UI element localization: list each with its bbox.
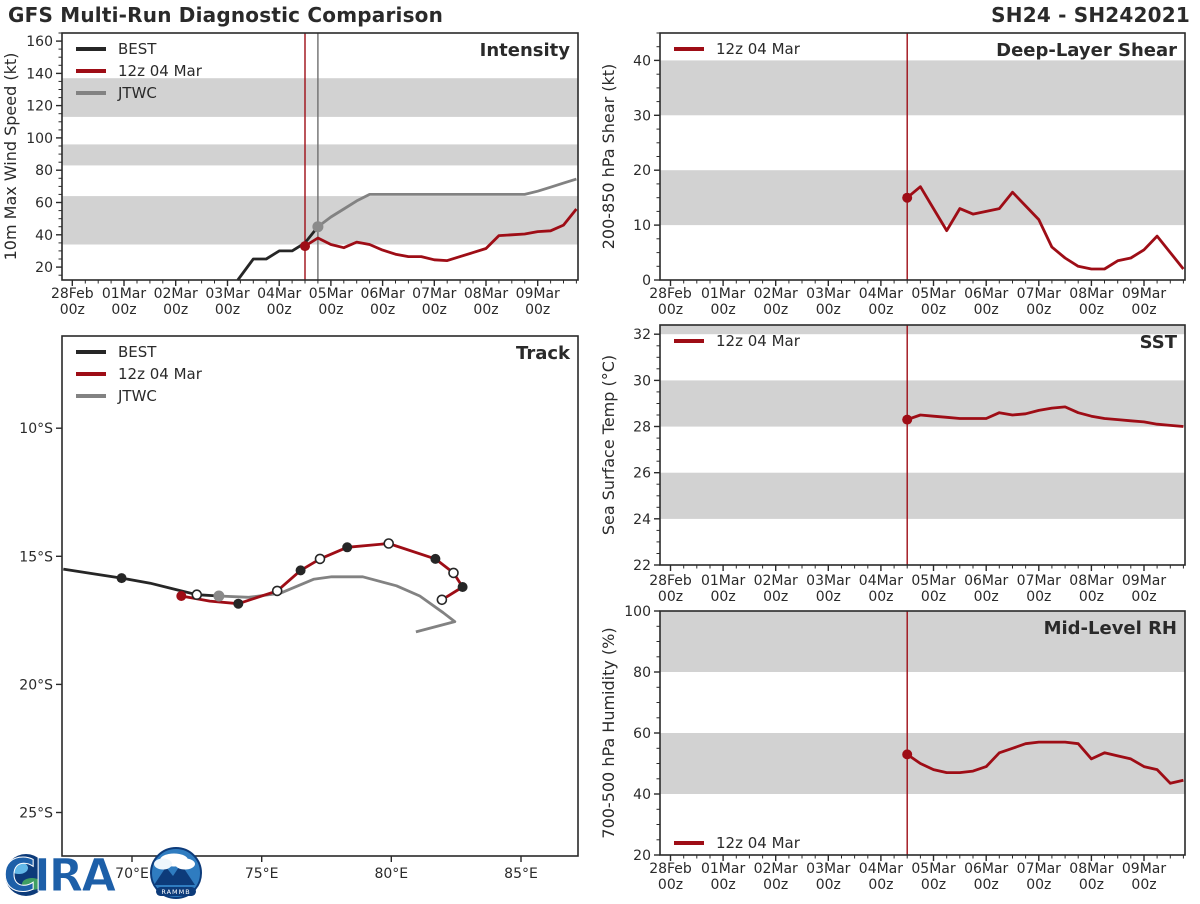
x-tick-label: 00z xyxy=(1131,302,1157,318)
x-tick-label: 08Mar xyxy=(1069,573,1114,589)
y-tick-label: 100 xyxy=(26,130,53,147)
x-tick-label: 28Feb xyxy=(50,286,94,302)
x-tick-label: 28Feb xyxy=(649,861,692,877)
intensity-chart xyxy=(0,0,600,330)
intensity-x-axis xyxy=(51,280,576,318)
rh-y-axis xyxy=(624,604,660,864)
track-legend xyxy=(76,343,203,405)
x-tick-label: 04Mar xyxy=(858,286,904,302)
y-tick-label: 80 xyxy=(35,163,53,180)
legend-label: BEST xyxy=(118,40,157,58)
x-tick-label: 00z xyxy=(920,302,947,318)
y-tick-label: 30 xyxy=(633,108,651,125)
x-tick-label: 00z xyxy=(473,302,499,318)
x-tick-label: 00z xyxy=(657,589,684,605)
x-tick-label: 01Mar xyxy=(101,286,147,302)
track-marker-filled xyxy=(430,554,440,564)
track-marker-open xyxy=(384,539,393,548)
x-tick-label: 00z xyxy=(763,302,789,318)
x-tick-label: 00z xyxy=(214,302,241,318)
y-tick-label: 40 xyxy=(35,227,53,244)
x-tick-label: 00z xyxy=(973,302,999,318)
x-tick-label: 00z xyxy=(1078,302,1104,318)
x-tick-label: 00z xyxy=(1078,589,1104,605)
legend-label: 12z 04 Mar xyxy=(118,62,202,80)
x-tick-label: 08Mar xyxy=(463,286,509,302)
x-tick-label: 04Mar xyxy=(858,573,904,589)
x-tick-label: 00z xyxy=(710,302,736,318)
y-tick-label: 10 xyxy=(633,218,651,235)
track-marker-open xyxy=(273,586,282,595)
intensity-jtwc-start-marker xyxy=(312,221,323,232)
track-series-jtwc xyxy=(219,577,455,632)
x-tick-label: 02Mar xyxy=(153,286,198,302)
cira-rammb-logo-icon xyxy=(2,844,216,900)
shear-x-axis xyxy=(649,280,1183,318)
y-tick-label: 20 xyxy=(633,163,651,180)
track-marker-filled xyxy=(233,599,243,609)
track-marker-filled xyxy=(458,582,468,592)
x-tick-label: 05Mar xyxy=(911,861,956,877)
x-tick-label: 00z xyxy=(1131,589,1157,605)
y-tick-label: 80 xyxy=(633,665,651,681)
track-plot-frame xyxy=(62,336,578,856)
y-tick-label: 60 xyxy=(35,195,53,212)
x-tick-label: 00z xyxy=(973,589,999,605)
x-tick-label: 70°E xyxy=(115,866,149,882)
legend-label: 12z 04 Mar xyxy=(118,365,202,383)
x-tick-label: 03Mar xyxy=(806,861,851,877)
intensity-shaded-band xyxy=(62,196,578,244)
y-tick-label: 40 xyxy=(633,53,651,70)
y-tick-label: 25°S xyxy=(19,805,53,822)
track-marker-filled xyxy=(342,542,352,552)
x-tick-label: 00z xyxy=(421,302,447,318)
x-tick-label: 06Mar xyxy=(360,286,405,302)
x-tick-label: 02Mar xyxy=(753,573,798,589)
y-tick-label: 60 xyxy=(633,726,651,742)
y-tick-label: 32 xyxy=(633,327,651,344)
track-marker-open xyxy=(192,590,201,599)
y-tick-label: 26 xyxy=(633,465,651,482)
y-tick-label: 100 xyxy=(624,604,651,620)
y-tick-label: 24 xyxy=(633,511,651,528)
x-tick-label: 75°E xyxy=(244,866,279,882)
x-tick-label: 02Mar xyxy=(753,861,798,877)
x-tick-label: 01Mar xyxy=(700,861,746,877)
y-tick-label: 120 xyxy=(26,98,53,115)
x-tick-label: 00z xyxy=(657,877,684,893)
x-tick-label: 05Mar xyxy=(911,573,956,589)
shear-y-axis-label: 200-850 hPa Shear (kt) xyxy=(599,63,618,250)
x-tick-label: 09Mar xyxy=(515,286,560,302)
y-tick-label: 20 xyxy=(633,848,651,864)
x-tick-label: 00z xyxy=(920,589,947,605)
sst-x-axis xyxy=(649,565,1183,605)
rh-x-axis xyxy=(649,855,1183,893)
x-tick-label: 06Mar xyxy=(964,286,1009,302)
x-tick-label: 00z xyxy=(868,589,894,605)
shear-gfs-12z04mar-start-marker xyxy=(902,193,912,203)
x-tick-label: 00z xyxy=(763,589,789,605)
sst-legend xyxy=(674,332,801,350)
track-marker-filled xyxy=(117,573,127,583)
y-tick-label: 30 xyxy=(633,373,651,390)
track-marker-open xyxy=(449,568,458,577)
x-tick-label: 01Mar xyxy=(700,286,746,302)
y-tick-label: 40 xyxy=(633,787,651,803)
x-tick-label: 05Mar xyxy=(308,286,354,302)
x-tick-label: 05Mar xyxy=(911,286,956,302)
y-tick-label: 20°S xyxy=(19,677,53,694)
x-tick-label: 00z xyxy=(59,302,85,318)
x-tick-label: 00z xyxy=(710,877,736,893)
x-tick-label: 00z xyxy=(710,589,736,605)
x-tick-label: 02Mar xyxy=(753,286,798,302)
x-tick-label: 06Mar xyxy=(964,573,1009,589)
x-tick-label: 00z xyxy=(525,302,551,318)
cloud-icon xyxy=(175,859,195,870)
x-tick-label: 03Mar xyxy=(806,573,851,589)
legend-label: JTWC xyxy=(118,84,157,102)
x-tick-label: 00z xyxy=(868,302,894,318)
x-tick-label: 00z xyxy=(1026,877,1052,893)
y-tick-label: 140 xyxy=(26,66,53,83)
legend-label: 12z 04 Mar xyxy=(716,332,800,350)
x-tick-label: 07Mar xyxy=(1016,861,1061,877)
intensity-panel-title: Intensity xyxy=(479,40,570,61)
x-tick-label: 00z xyxy=(815,302,841,318)
y-tick-label: 28 xyxy=(633,419,651,436)
y-tick-label: 20 xyxy=(35,260,53,277)
x-tick-label: 00z xyxy=(815,589,841,605)
x-tick-label: 07Mar xyxy=(1016,286,1061,302)
x-tick-label: 00z xyxy=(1026,302,1052,318)
x-tick-label: 00z xyxy=(1026,589,1052,605)
sst-plot-frame xyxy=(660,325,1185,565)
x-tick-label: 06Mar xyxy=(964,861,1009,877)
shear-panel-title: Deep-Layer Shear xyxy=(996,40,1177,61)
rh-gfs-12z04mar-start-marker xyxy=(902,749,912,759)
x-tick-label: 00z xyxy=(920,877,947,893)
intensity-gfs-12z04mar-start-marker xyxy=(300,241,310,251)
y-tick-label: 10°S xyxy=(19,421,53,438)
intensity-y-axis-label: 10m Max Wind Speed (kt) xyxy=(1,52,20,261)
intensity-y-axis xyxy=(26,33,62,276)
x-tick-label: 00z xyxy=(1131,877,1157,893)
cira-wordmark: CIRA xyxy=(3,849,115,900)
sst-y-axis-label: Sea Surface Temp (°C) xyxy=(599,354,618,536)
track-map-chart xyxy=(0,330,600,900)
cloud-icon xyxy=(154,859,172,870)
x-tick-label: 04Mar xyxy=(257,286,302,302)
shear-shaded-band xyxy=(660,60,1185,115)
intensity-shaded-band xyxy=(62,144,578,165)
page-title: GFS Multi-Run Diagnostic Comparison xyxy=(8,3,444,27)
track-y-axis xyxy=(19,421,62,821)
x-tick-label: 09Mar xyxy=(1121,573,1167,589)
track-marker-open xyxy=(316,554,325,563)
sst-shaded-band xyxy=(660,473,1185,519)
legend-label: BEST xyxy=(118,343,157,361)
sst-y-axis xyxy=(633,327,660,574)
deep-layer-shear-chart xyxy=(600,0,1200,355)
x-tick-label: 00z xyxy=(318,302,344,318)
storm-id-title: SH24 - SH242021 xyxy=(991,3,1190,27)
y-tick-label: 15°S xyxy=(19,549,53,566)
x-tick-label: 00z xyxy=(815,877,841,893)
x-tick-label: 07Mar xyxy=(412,286,457,302)
x-tick-label: 28Feb xyxy=(649,286,692,302)
x-tick-label: 00z xyxy=(266,302,292,318)
x-tick-label: 00z xyxy=(111,302,137,318)
x-tick-label: 01Mar xyxy=(700,573,746,589)
shear-legend xyxy=(674,40,801,58)
sst-gfs-12z04mar-start-marker xyxy=(902,415,912,425)
x-tick-label: 00z xyxy=(1078,877,1104,893)
x-tick-label: 85°E xyxy=(504,866,538,882)
legend-label: 12z 04 Mar xyxy=(716,40,800,58)
track-panel-title: Track xyxy=(516,343,570,364)
legend-label: 12z 04 Mar xyxy=(716,834,800,852)
x-tick-label: 09Mar xyxy=(1121,861,1167,877)
x-tick-label: 00z xyxy=(370,302,396,318)
x-tick-label: 00z xyxy=(763,877,789,893)
x-tick-label: 04Mar xyxy=(858,861,904,877)
y-tick-label: 22 xyxy=(633,558,651,574)
track-marker-start-gray xyxy=(213,591,224,602)
x-tick-label: 09Mar xyxy=(1121,286,1167,302)
x-tick-label: 03Mar xyxy=(806,286,851,302)
x-tick-label: 07Mar xyxy=(1016,573,1061,589)
shear-y-axis xyxy=(633,33,660,289)
legend-label: JTWC xyxy=(118,387,157,405)
shear-shaded-band xyxy=(660,170,1185,225)
x-tick-label: 03Mar xyxy=(205,286,250,302)
track-marker-start-red xyxy=(176,591,186,601)
track-marker-open xyxy=(437,595,446,604)
x-tick-label: 08Mar xyxy=(1069,861,1114,877)
rammb-label: RAMMB xyxy=(161,888,191,896)
track-marker-filled xyxy=(296,565,306,575)
x-tick-label: 00z xyxy=(973,877,999,893)
rh-panel-title: Mid-Level RH xyxy=(1043,618,1177,639)
rh-y-axis-label: 700-500 hPa Humidity (%) xyxy=(599,627,618,839)
y-tick-label: 160 xyxy=(26,34,53,51)
y-tick-label: 0 xyxy=(642,273,651,289)
sst-panel-title: SST xyxy=(1139,332,1177,353)
mid-level-rh-chart xyxy=(600,600,1200,900)
cira-logo xyxy=(2,844,216,900)
x-tick-label: 08Mar xyxy=(1069,286,1114,302)
x-tick-label: 00z xyxy=(657,302,684,318)
rh-legend xyxy=(674,834,801,852)
x-tick-label: 80°E xyxy=(374,866,409,882)
x-tick-label: 00z xyxy=(868,877,894,893)
x-tick-label: 28Feb xyxy=(649,573,692,589)
x-tick-label: 00z xyxy=(163,302,189,318)
